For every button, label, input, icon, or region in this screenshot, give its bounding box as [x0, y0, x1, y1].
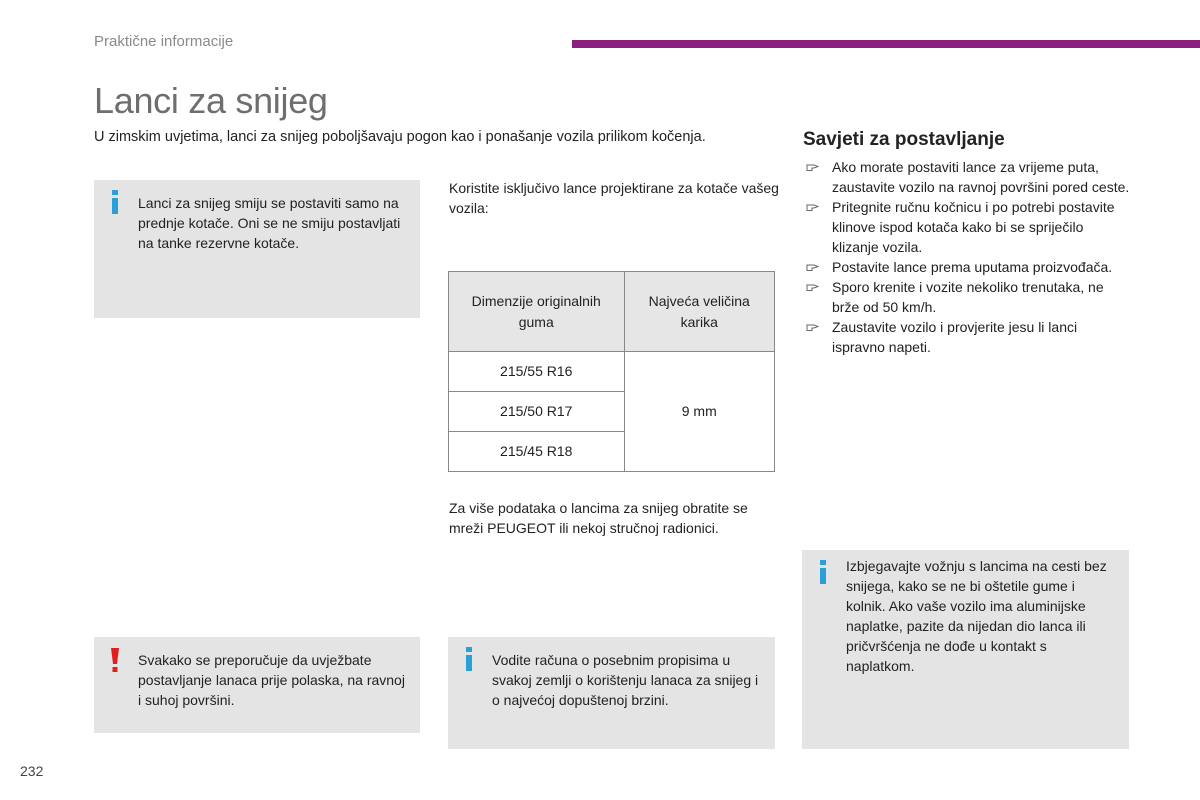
- info-box-front-wheels: [94, 180, 420, 318]
- table-header-row: [449, 272, 775, 352]
- chain-size-table: [448, 271, 775, 472]
- list-item: Postavite lance prema uputama proizvođača.: [803, 257, 1133, 277]
- info-box-alloy-wheels: [802, 550, 1129, 749]
- table-header-tyre-size: Dimenzije originalnih guma: [449, 272, 625, 352]
- warning-icon: [108, 645, 122, 673]
- info-box-regulations: [448, 637, 775, 749]
- pointing-hand-icon: [806, 161, 819, 172]
- tyre-size-cell: 215/55 R16: [449, 352, 625, 392]
- section-accent-bar: [572, 40, 1200, 48]
- info-icon: [108, 188, 122, 216]
- section-label: Praktične informacije: [94, 33, 234, 50]
- table-row: [449, 352, 775, 392]
- info-box-text: Izbjegavajte vožnju s lancima na cesti bez snijega, kako se ne bi oštetile gume i kolnik. Ako vaše vozilo ima aluminijske naplatke, pazite da nijedan dio lanca ili pričvršćenja ne dođe u kontakt s naplatkom.: [846, 558, 1107, 674]
- info-box-text: Vodite računa o posebnim propisima u svakoj zemlji o korištenju lanaca za snijeg i o najvećoj dopuštenoj brzini.: [492, 652, 759, 708]
- table-header-max-link-size: Najveća veličina karika: [624, 272, 775, 352]
- info-icon: [462, 645, 476, 673]
- list-item: Zaustavite vozilo i provjerite jesu li lanci ispravno napeti.: [803, 317, 1133, 357]
- pointing-hand-icon: [806, 321, 819, 332]
- list-item: Pritegnite ručnu kočnicu i po potrebi postavite klinove ispod kotača kako bi se spriječilo klizanje vozila.: [803, 197, 1133, 257]
- pointing-hand-icon: [806, 201, 819, 212]
- warning-box-practice: [94, 637, 420, 733]
- max-link-size-cell: 9 mm: [624, 352, 775, 472]
- warning-box-text: Svakako se preporučuje da uvježbate postavljanje lanaca prije polaska, na ravnoj i suhoj površini.: [138, 652, 405, 708]
- more-info-text: Za više podataka o lancima za snijeg obratite se mreži PEUGEOT ili nekoj stručnoj radionici.: [449, 500, 748, 536]
- tips-list: [803, 157, 1133, 357]
- info-box-text: Lanci za snijeg smiju se postaviti samo na prednje kotače. Oni se ne smiju postavljati na tanke rezervne kotače.: [138, 195, 401, 251]
- tips-heading: Savjeti za postavljanje: [803, 129, 1005, 150]
- tyre-size-cell: 215/45 R18: [449, 432, 625, 472]
- page-title: Lanci za snijeg: [94, 80, 328, 121]
- page-number: 232: [20, 763, 44, 779]
- pointing-hand-icon: [806, 261, 819, 272]
- list-item: Sporo krenite i vozite nekoliko trenutaka, ne brže od 50 km/h.: [803, 277, 1133, 317]
- intro-text: U zimskim uvjetima, lanci za snijeg poboljšavaju pogon kao i ponašanje vozila prilikom kočenja.: [94, 129, 706, 145]
- tyre-size-cell: 215/50 R17: [449, 392, 625, 432]
- chains-lead-text: Koristite isključivo lance projektirane za kotače vašeg vozila:: [449, 180, 779, 216]
- info-icon: [816, 558, 830, 586]
- pointing-hand-icon: [806, 281, 819, 292]
- list-item: Ako morate postaviti lance za vrijeme puta, zaustavite vozilo na ravnoj površini pored ceste.: [803, 157, 1133, 197]
